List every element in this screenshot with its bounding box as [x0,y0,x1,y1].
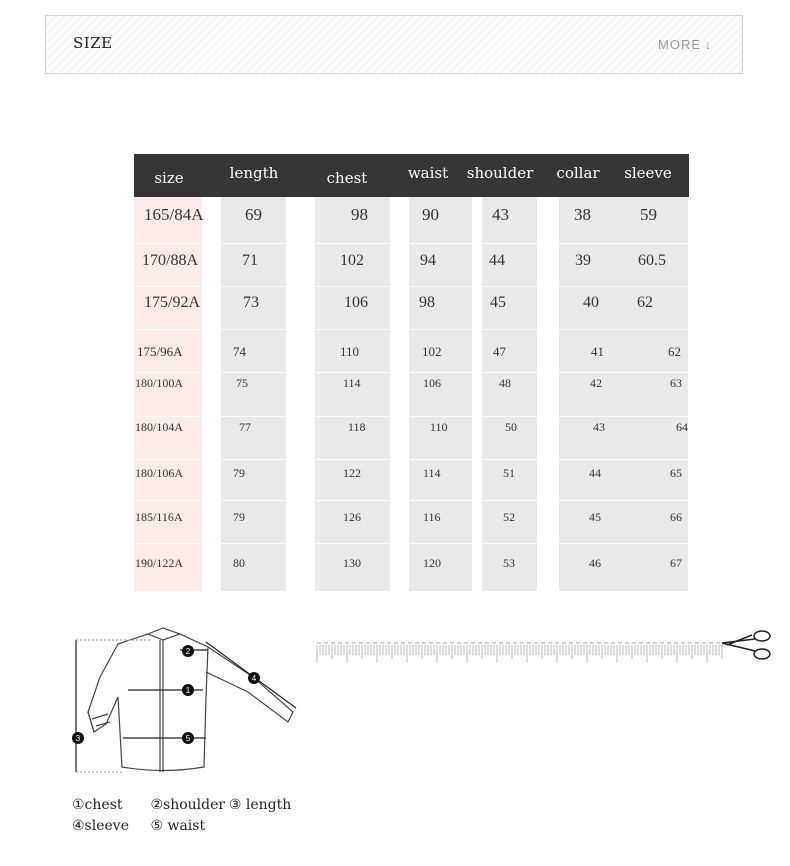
value-cell-collar: 40 [583,294,599,311]
size-table [134,154,698,591]
value-cell-collar: 44 [589,466,601,480]
legend-row-2 [72,818,205,834]
size-cell: 175/96A [137,344,183,359]
shirt-diagram [68,622,308,792]
marker-waist [182,732,194,744]
marker-sleeve [248,672,260,684]
value-cell-chest: 106 [344,294,368,311]
svg-text:3: 3 [75,734,81,743]
value-cell-collar: 45 [589,510,601,524]
value-cell-sleeve: 67 [670,556,682,570]
value-cell-shoulder: 45 [490,294,506,311]
size-cell: 180/104A [135,420,183,434]
value-cell-waist: 110 [430,420,448,434]
value-cell-chest: 122 [343,466,361,480]
row-divider [134,243,698,244]
column-header-shoulder: shoulder [466,164,534,182]
value-cell-collar: 42 [590,376,602,390]
value-cell-length: 75 [236,376,248,390]
value-cell-sleeve: 60.5 [638,252,666,269]
row-divider [134,329,698,330]
value-cell-shoulder: 48 [499,376,511,390]
value-cell-shoulder: 43 [492,205,509,224]
value-cell-collar: 38 [574,205,591,224]
value-cell-sleeve: 64 [676,420,688,434]
row-divider [134,500,698,501]
value-cell-collar: 46 [589,556,601,570]
column-header-length: length [229,164,279,182]
value-cell-chest: 110 [340,344,360,359]
value-cell-shoulder: 53 [503,556,515,570]
value-cell-length: 69 [245,205,262,224]
value-cell-collar: 39 [575,252,591,269]
value-cell-length: 71 [242,252,258,269]
value-cell-length: 79 [233,510,245,524]
value-cell-shoulder: 47 [493,344,506,359]
column-header-sleeve: sleeve [624,164,672,182]
value-cell-chest: 126 [343,510,361,524]
row-divider [134,543,698,544]
value-cell-length: 80 [233,556,245,570]
value-cell-shoulder: 44 [489,252,505,269]
svg-text:4: 4 [251,674,257,683]
value-cell-length: 77 [239,420,251,434]
value-cell-sleeve: 62 [668,344,681,359]
value-cell-shoulder: 52 [503,510,515,524]
value-cell-waist: 120 [423,556,441,570]
value-cell-length: 74 [233,344,246,359]
svg-text:2: 2 [185,647,191,656]
value-cell-sleeve: 66 [670,510,682,524]
measuring-tape [312,625,782,670]
value-cell-chest: 130 [343,556,361,570]
value-cell-shoulder: 50 [505,420,517,434]
value-cell-sleeve: 63 [670,376,682,390]
value-cell-sleeve: 62 [637,294,653,311]
row-divider [134,416,698,417]
value-cell-collar: 43 [593,420,605,434]
size-cell: 180/106A [135,466,183,480]
value-cell-waist: 94 [420,252,436,269]
size-cell: 175/92A [144,294,200,311]
value-cell-sleeve: 59 [640,205,657,224]
svg-text:5: 5 [185,734,191,743]
marker-chest [182,684,194,696]
size-cell: 185/116A [135,510,183,524]
column-header-chest: chest [326,169,368,187]
value-cell-length: 73 [243,294,259,311]
value-cell-waist: 106 [423,376,441,390]
value-cell-chest: 98 [351,205,368,224]
legend-sleeve: ④sleeve [72,818,129,834]
value-cell-shoulder: 51 [503,466,515,480]
column-bg-collar [559,197,624,591]
section-title: SIZE [73,34,113,52]
value-cell-sleeve: 65 [670,466,682,480]
legend-shoulder: ②shoulder [150,797,226,813]
svg-text:1: 1 [185,686,191,695]
size-cell: 170/88A [142,252,198,269]
value-cell-waist: 116 [423,510,441,524]
value-cell-chest: 102 [340,252,364,269]
more-button[interactable] [658,37,712,52]
row-divider [134,286,698,287]
table-header [134,154,689,197]
scissors-icon [722,631,770,659]
row-divider [134,459,698,460]
size-header-bar [45,15,743,74]
marker-length [72,732,84,744]
more-label: MORE [658,37,701,52]
value-cell-chest: 114 [343,376,361,390]
column-header-collar: collar [556,164,600,182]
legend-length: ③ length [228,797,292,813]
value-cell-length: 79 [233,466,245,480]
size-cell: 180/100A [135,376,183,390]
legend-chest: ①chest [72,797,123,813]
down-arrow-icon: ↓ [705,37,712,52]
legend-waist: ⑤ waist [150,818,206,834]
column-header-size: size [154,169,184,187]
row-divider [134,372,698,373]
value-cell-collar: 41 [591,344,604,359]
value-cell-waist: 90 [422,205,439,224]
size-cell: 165/84A [144,205,204,224]
legend-row-1 [72,797,291,813]
value-cell-waist: 102 [422,344,442,359]
value-cell-waist: 114 [423,466,441,480]
size-cell: 190/122A [135,556,183,570]
column-bg-waist [409,197,472,591]
column-header-waist: waist [407,164,449,182]
marker-shoulder [182,645,194,657]
value-cell-chest: 118 [348,420,366,434]
value-cell-waist: 98 [419,294,435,311]
